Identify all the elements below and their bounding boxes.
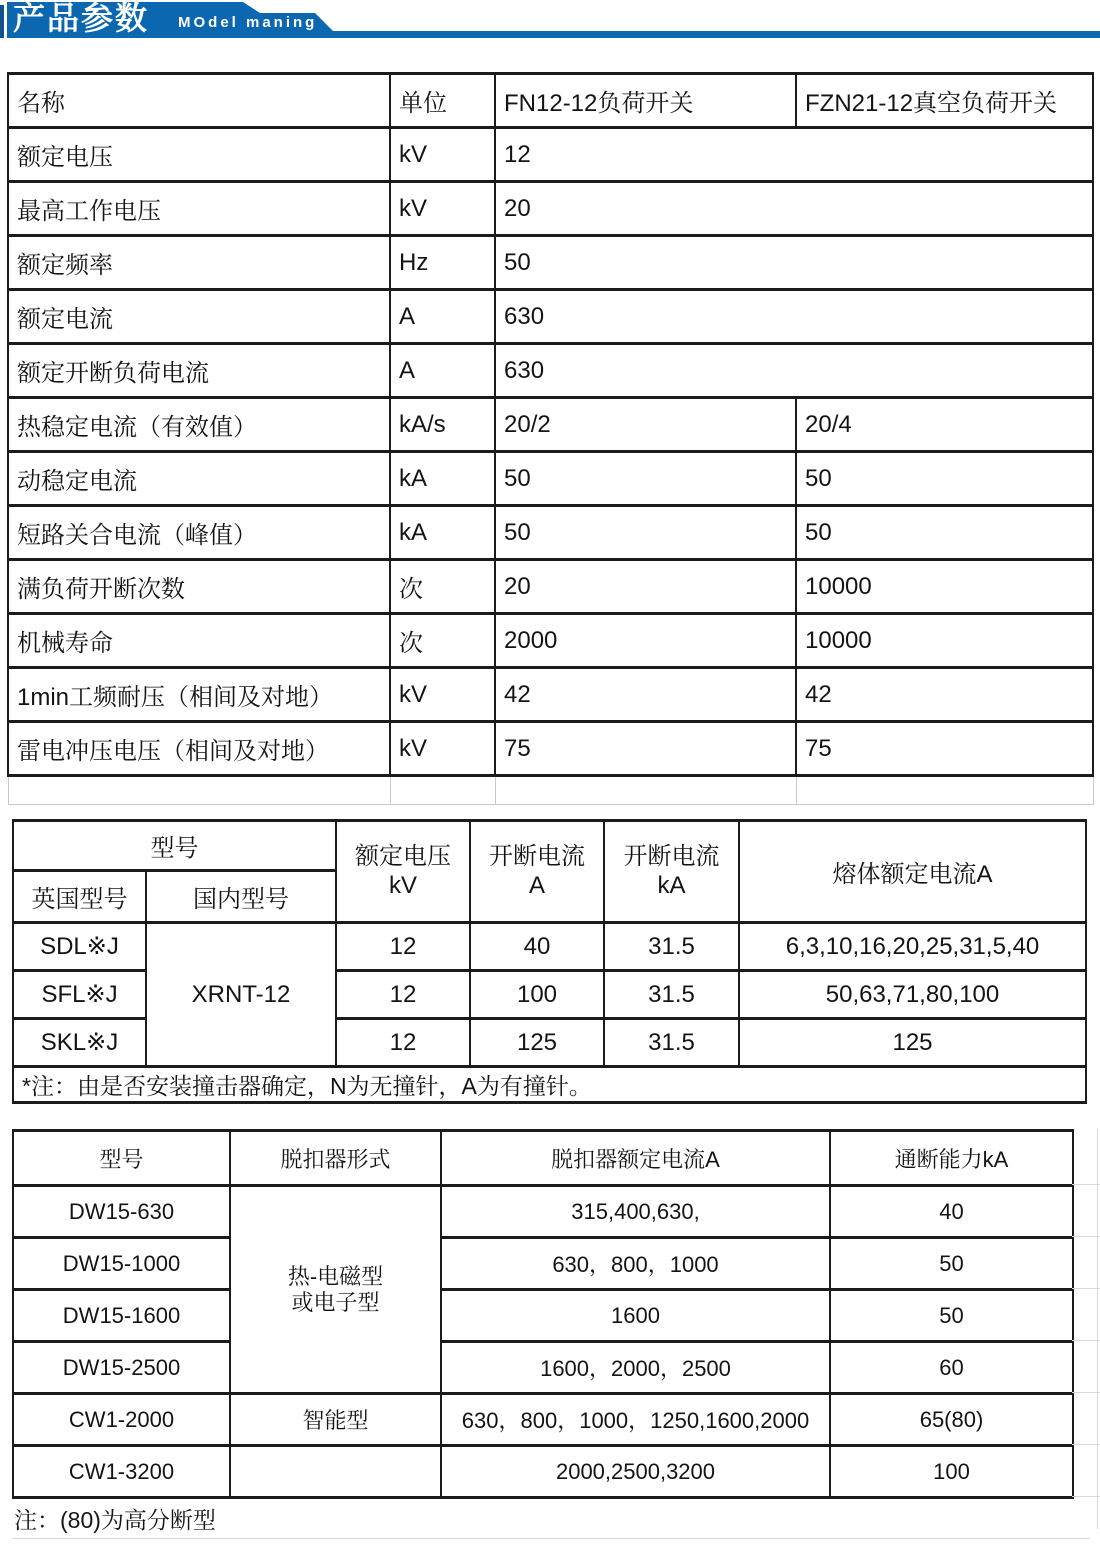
cell: 42 — [796, 668, 1093, 722]
table-row — [13, 1290, 1073, 1342]
cell: kV — [390, 668, 495, 722]
table-row — [8, 128, 1093, 182]
cell: 50 — [495, 452, 796, 506]
cell: 100 — [470, 971, 604, 1019]
ghost-gridline — [1072, 1392, 1100, 1393]
trip-type-line: 热-电磁型 — [287, 1263, 384, 1289]
cell: SFL※J — [13, 971, 146, 1019]
cell: 1600，2000，2500 — [441, 1342, 830, 1394]
cell: kV — [390, 182, 495, 236]
table-row — [13, 1238, 1073, 1290]
cell: 额定开断负荷电流 — [8, 344, 390, 398]
header-cell-rated-voltage — [336, 821, 470, 923]
header-line: kA — [657, 871, 686, 899]
cell: 630，800，1000，1250,1600,2000 — [441, 1394, 830, 1446]
table-row — [13, 1394, 1073, 1446]
footnote-text: *注：由是否安装撞击器确定，N为无撞针，A为有撞针。 — [13, 1067, 1086, 1103]
header-cell-trip-type: 脱扣器形式 — [230, 1131, 441, 1186]
cell: 125 — [739, 1019, 1086, 1067]
table-row — [8, 236, 1093, 290]
cell: DW15-2500 — [13, 1342, 230, 1394]
fuse-model-table — [12, 819, 1087, 1104]
cell: A — [390, 290, 495, 344]
empty-cell — [390, 776, 495, 805]
cell: SKL※J — [13, 1019, 146, 1067]
trip-type-line: 或电子型 — [291, 1289, 380, 1315]
cell: 630，800，1000 — [441, 1238, 830, 1290]
cell: 机械寿命 — [8, 614, 390, 668]
ghost-gridline — [1072, 1236, 1100, 1237]
page-header-banner — [0, 0, 1100, 40]
header-cell-product1: FN12-12负荷开关 — [495, 74, 796, 128]
table-row — [13, 1446, 1073, 1498]
ghost-gridline — [1072, 1340, 1100, 1341]
cell: 次 — [390, 560, 495, 614]
page-subtitle: MOdel maning — [178, 14, 318, 31]
header-line: kV — [388, 871, 417, 899]
cell: 12 — [336, 1019, 470, 1067]
cell: 630 — [495, 344, 1093, 398]
header-cell-fuse-current: 熔体额定电流A — [739, 821, 1086, 923]
table-header-row — [13, 1131, 1073, 1186]
cell: 50 — [830, 1238, 1073, 1290]
table-row — [8, 452, 1093, 506]
cell-merged-trip-type — [230, 1186, 441, 1394]
cell: 额定频率 — [8, 236, 390, 290]
cell: Hz — [390, 236, 495, 290]
table-row — [8, 398, 1093, 452]
footnote-text: 注：(80)为高分断型 — [12, 1499, 1090, 1539]
ghost-gridline — [1072, 1444, 1100, 1445]
table-note-row — [13, 1067, 1086, 1103]
cell: SDL※J — [13, 923, 146, 971]
cell: kA — [390, 452, 495, 506]
header-cell-model: 型号 — [13, 1131, 230, 1186]
table-row — [8, 614, 1093, 668]
header-cell-trip-current: 脱扣器额定电流A — [441, 1131, 830, 1186]
cell: 热稳定电流（有效值） — [8, 398, 390, 452]
cell: 31.5 — [604, 923, 739, 971]
cell: 12 — [336, 923, 470, 971]
empty-cell — [8, 776, 390, 805]
header-line: 开断电流 — [489, 843, 585, 871]
cell: 2000 — [495, 614, 796, 668]
ghost-gridline — [1072, 1288, 1100, 1289]
cell: 满负荷开断次数 — [8, 560, 390, 614]
header-line: 开断电流 — [623, 843, 720, 871]
cell: 65(80) — [830, 1394, 1073, 1446]
cell: 12 — [495, 128, 1093, 182]
header-cell-product2: FZN21-12真空负荷开关 — [796, 74, 1093, 128]
cell: kV — [390, 722, 495, 776]
cell: 50 — [830, 1290, 1073, 1342]
cell: 最高工作电压 — [8, 182, 390, 236]
cell: 50 — [796, 452, 1093, 506]
table-row — [13, 1186, 1073, 1238]
empty-cell — [796, 776, 1093, 805]
header-cell-uk-model: 英国型号 — [13, 871, 146, 923]
ghost-gridline — [1072, 1184, 1100, 1185]
table-row — [8, 344, 1093, 398]
cell: CW1-2000 — [13, 1394, 230, 1446]
header-line: 额定电压 — [355, 843, 451, 871]
table-row — [8, 506, 1093, 560]
cell: 125 — [470, 1019, 604, 1067]
table-header-row — [13, 821, 1086, 871]
cell: 630 — [495, 290, 1093, 344]
table-row — [8, 182, 1093, 236]
header-cell-model-group: 型号 — [13, 821, 336, 871]
breaker-table — [12, 1129, 1074, 1499]
cell: 20 — [495, 182, 1093, 236]
header-cell-unit: 单位 — [390, 74, 495, 128]
header-cell-breaking-current-a — [470, 821, 604, 923]
cell: 315,400,630, — [441, 1186, 830, 1238]
cell: A — [390, 344, 495, 398]
cell — [230, 1446, 441, 1498]
cell: 20/2 — [495, 398, 796, 452]
banner-ribbon — [7, 0, 1100, 38]
cell: 动稳定电流 — [8, 452, 390, 506]
empty-gridline-row — [8, 776, 1093, 805]
cell: 次 — [390, 614, 495, 668]
header-cell-breaking-capacity: 通断能力kA — [830, 1131, 1073, 1186]
header-cell-cn-model: 国内型号 — [146, 871, 336, 923]
cell: 额定电压 — [8, 128, 390, 182]
cell: kV — [390, 128, 495, 182]
cell: 10000 — [796, 560, 1093, 614]
cell: 1600 — [441, 1290, 830, 1342]
cell: 短路关合电流（峰值） — [8, 506, 390, 560]
cell: 50 — [495, 236, 1093, 290]
cell: 额定电流 — [8, 290, 390, 344]
cell: 31.5 — [604, 1019, 739, 1067]
cell: 50 — [495, 506, 796, 560]
cell: 20 — [495, 560, 796, 614]
ghost-gridline — [1097, 1129, 1098, 1529]
cell: 12 — [336, 971, 470, 1019]
table-row — [13, 1342, 1073, 1394]
cell: kA/s — [390, 398, 495, 452]
cell: 75 — [495, 722, 796, 776]
banner-accent-stripe — [0, 5, 4, 38]
cell: 1min工频耐压（相间及对地） — [8, 668, 390, 722]
cell: 31.5 — [604, 971, 739, 1019]
cell: DW15-630 — [13, 1186, 230, 1238]
cell: 42 — [495, 668, 796, 722]
cell: 40 — [470, 923, 604, 971]
cell: 100 — [830, 1446, 1073, 1498]
table-row — [8, 722, 1093, 776]
cell: 75 — [796, 722, 1093, 776]
ghost-gridline — [1072, 1496, 1100, 1497]
cell: 20/4 — [796, 398, 1093, 452]
header-cell-name: 名称 — [8, 74, 390, 128]
table-row — [8, 290, 1093, 344]
header-cell-breaking-current-ka — [604, 821, 739, 923]
cell: 2000,2500,3200 — [441, 1446, 830, 1498]
empty-cell — [495, 776, 796, 805]
cell: kA — [390, 506, 495, 560]
cell: CW1-3200 — [13, 1446, 230, 1498]
cell: 50 — [796, 506, 1093, 560]
cell: 50,63,71,80,100 — [739, 971, 1086, 1019]
table-row — [8, 560, 1093, 614]
cell: DW15-1600 — [13, 1290, 230, 1342]
cell: 60 — [830, 1342, 1073, 1394]
cell: 智能型 — [230, 1394, 441, 1446]
cell: 40 — [830, 1186, 1073, 1238]
table-header-row — [8, 74, 1093, 128]
cell: 6,3,10,16,20,25,31,5,40 — [739, 923, 1086, 971]
cell: DW15-1000 — [13, 1238, 230, 1290]
header-line: A — [528, 871, 545, 899]
cell: 10000 — [796, 614, 1093, 668]
table-row — [8, 668, 1093, 722]
cell: 雷电冲压电压（相间及对地） — [8, 722, 390, 776]
main-parameters-table — [7, 72, 1094, 805]
table-row — [13, 923, 1086, 971]
breaker-table-section — [0, 1129, 1100, 1539]
page-title: 产品参数 — [13, 0, 150, 36]
cell-merged-cn-model: XRNT-12 — [146, 923, 336, 1067]
